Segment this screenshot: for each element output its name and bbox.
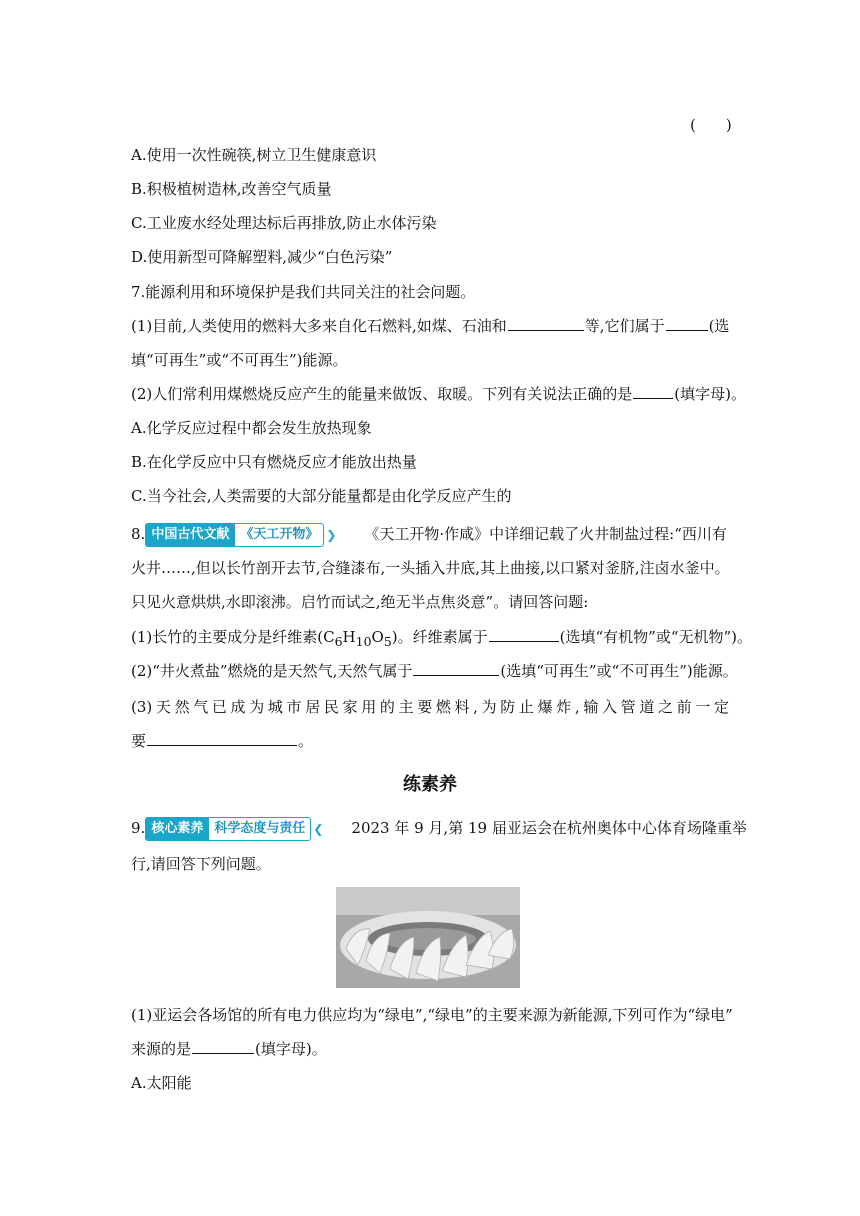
q9-part1-cont bbox=[131, 1039, 327, 1059]
q8-tag-label: 中国古代文献 bbox=[145, 523, 235, 547]
sub: 6 bbox=[334, 634, 343, 649]
q8-p2-text: (2)“井火煮盐”燃烧的是天然气,天然气属于 bbox=[131, 662, 413, 680]
q9-number: 9. bbox=[131, 819, 146, 837]
q7-p1-text2: 等,它们属于 bbox=[584, 317, 665, 335]
q8-line3: 只见火意烘烘,水即滚沸。启竹而试之,绝无半点焦炎意”。请回答问题: bbox=[131, 593, 589, 611]
q7-p1-text3: (选 bbox=[708, 317, 730, 335]
q9-tag-topic: 科学态度与责任 bbox=[209, 817, 311, 841]
q7-stem: 7.能源利用和环境保护是我们共同关注的社会问题。 bbox=[131, 283, 476, 301]
q6-option-a: A.使用一次性碗筷,树立卫生健康意识 bbox=[131, 146, 377, 164]
element-o: O bbox=[371, 628, 384, 646]
q8-text1: 《天工开物·作咸》中详细记载了火井制盐过程:“西川有 bbox=[364, 525, 727, 543]
q7-p2-text: (2)人们常利用煤燃烧反应产生的能量来做饭、取暖。下列有关说法正确的是 bbox=[131, 385, 633, 403]
answer-blank[interactable] bbox=[508, 316, 584, 331]
q8-line2: 火井……,但以长竹剖开去节,合缝漆布,一头插入井底,其上曲接,以口紧对釜脐,注卤水釜中。 bbox=[131, 559, 730, 577]
q8-part3-cont bbox=[131, 731, 313, 751]
q8-part1 bbox=[131, 627, 752, 652]
q8-p1-text2: )。纤维素属于 bbox=[391, 628, 488, 646]
q9-p1-end: (填字母)。 bbox=[255, 1040, 327, 1058]
q9-line2: 行,请回答下列问题。 bbox=[131, 855, 271, 873]
stadium-photo bbox=[336, 887, 520, 988]
element-h: H bbox=[342, 628, 356, 646]
q8-line1 bbox=[131, 524, 727, 545]
answer-blank[interactable] bbox=[489, 627, 559, 642]
q8-p3-end: 。 bbox=[298, 732, 314, 750]
q9-option-a: A.太阳能 bbox=[131, 1074, 192, 1092]
answer-blank[interactable] bbox=[666, 316, 708, 331]
stadium-illustration bbox=[336, 887, 520, 988]
section-title: 练素养 bbox=[403, 774, 457, 795]
q8-part3: (3)天然气已成为城市居民家用的主要燃料,为防止爆炸,输入管道之前一定 bbox=[131, 698, 729, 716]
q9-line1 bbox=[131, 818, 747, 839]
q8-tag bbox=[145, 525, 336, 545]
sub: 5 bbox=[383, 634, 392, 649]
q9-part1: (1)亚运会各场馆的所有电力供应均为“绿电”,“绿电”的主要来源为新能源,下列可作为“绿电” bbox=[131, 1006, 733, 1024]
q9-tag bbox=[145, 819, 323, 839]
q7-p1-text: (1)目前,人类使用的燃料大多来自化石燃料,如煤、石油和 bbox=[131, 317, 507, 335]
q9-text1: 2023 年 9 月,第 19 届亚运会在杭州奥体中心体育场隆重举 bbox=[351, 819, 747, 837]
q6-option-c: C.工业废水经处理达标后再排放,防止水体污染 bbox=[131, 214, 437, 232]
q7-part1 bbox=[131, 316, 729, 336]
answer-blank[interactable] bbox=[413, 661, 499, 676]
answer-blank[interactable] bbox=[633, 384, 673, 399]
q9-tag-label: 核心素养 bbox=[145, 817, 209, 841]
q7-option-b: B.在化学反应中只有燃烧反应才能放出热量 bbox=[131, 453, 417, 471]
q8-p1-end: (选填“有机物”或“无机物”)。 bbox=[559, 628, 753, 646]
q6-option-b: B.积极植树造林,改善空气质量 bbox=[131, 180, 332, 198]
q6-option-d: D.使用新型可降解塑料,减少“白色污染” bbox=[131, 248, 393, 266]
q7-part1-cont: 填“可再生”或“不可再生”)能源。 bbox=[131, 351, 348, 369]
q8-p1-text: (1)长竹的主要成分是纤维素(C bbox=[131, 628, 335, 646]
answer-blank[interactable] bbox=[147, 731, 297, 746]
q8-part2 bbox=[131, 661, 738, 681]
sub: 10 bbox=[355, 634, 372, 649]
q8-p2-end: (选填“可再生”或“不可再生”)能源。 bbox=[500, 662, 738, 680]
q7-option-a: A.化学反应过程中都会发生放热现象 bbox=[131, 419, 372, 437]
q8-tag-book: 《天工开物》 bbox=[235, 523, 324, 547]
q7-part2 bbox=[131, 384, 746, 404]
q8-number: 8. bbox=[131, 525, 146, 543]
chevron-right-icon: ❮ bbox=[313, 822, 324, 836]
q9-p1-text: 来源的是 bbox=[131, 1040, 192, 1058]
q7-option-c: C.当今社会,人类需要的大部分能量都是由化学反应产生的 bbox=[131, 487, 512, 505]
q7-p2-end: (填字母)。 bbox=[674, 385, 746, 403]
answer-blank[interactable] bbox=[192, 1039, 254, 1054]
answer-paren: ( ) bbox=[690, 116, 732, 134]
chevron-right-icon: ❯ bbox=[326, 528, 337, 542]
q8-p3-text: 要 bbox=[131, 732, 147, 750]
